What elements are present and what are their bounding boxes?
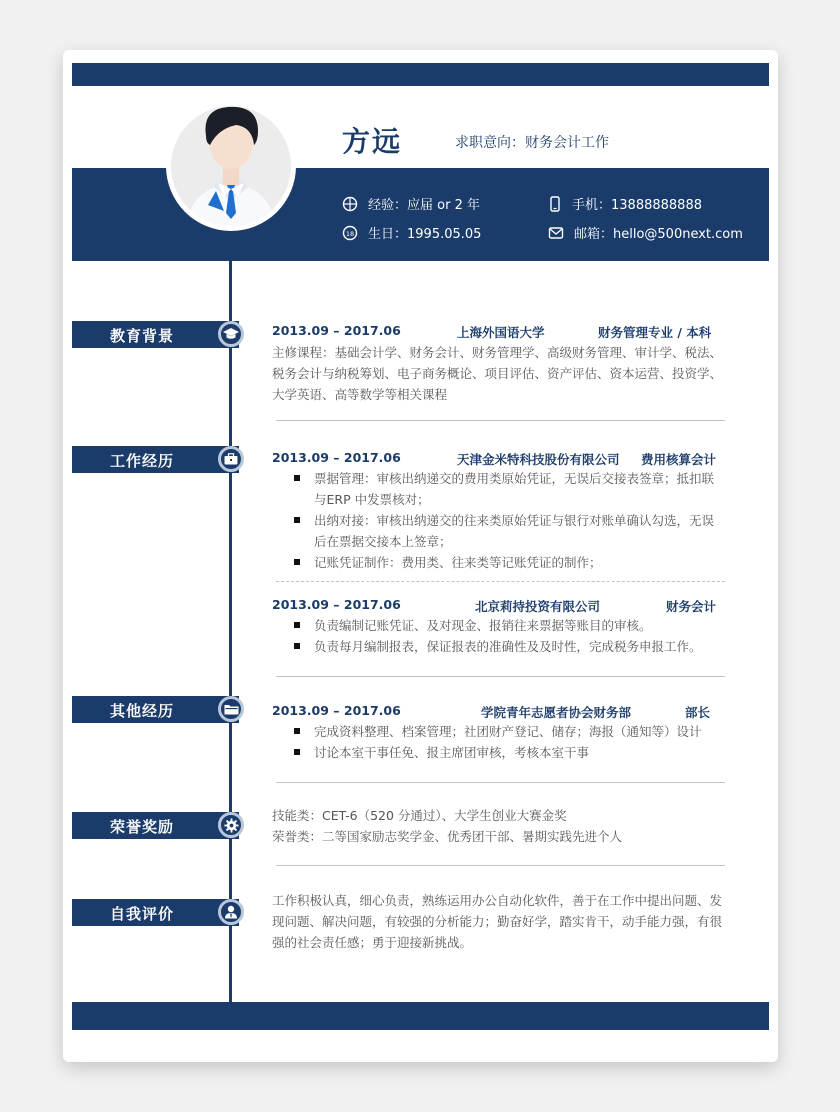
job2-role: 财务会计 bbox=[666, 599, 717, 614]
list-item: 记账凭证制作：费用类、往来类等记账凭证的制作； bbox=[292, 552, 722, 573]
honors-skills: 技能类：CET-6（520 分通过）、大学生创业大赛金奖 bbox=[272, 808, 567, 823]
birthday-text: 生日：1995.05.05 bbox=[368, 227, 482, 242]
email-info bbox=[548, 223, 743, 242]
education-school: 上海外国语大学 bbox=[457, 325, 545, 340]
other-date: 2013.09 – 2017.06 bbox=[272, 703, 401, 718]
section-label-self bbox=[72, 899, 239, 926]
job2-company: 北京莉持投资有限公司 bbox=[475, 599, 601, 614]
honors-awards: 荣誉类：二等国家励志奖学金、优秀团干部、暑期实践先进个人 bbox=[272, 829, 623, 844]
email-text: 邮箱：hello@500next.com bbox=[574, 227, 743, 242]
self-evaluation: 工作积极认真，细心负责，熟练运用办公自动化软件，善于在工作中提出问题、发现问题、解决问题，有较强的分析能力；勤奋好学，踏实肯干，动手能力强，有很强的社会责任感；勇于迎接新挑战。 bbox=[272, 893, 723, 950]
folder-icon bbox=[218, 696, 244, 722]
section-label-education bbox=[72, 321, 239, 348]
briefcase-icon bbox=[218, 446, 244, 472]
other-role: 部长 bbox=[685, 705, 711, 720]
section-title: 工作经历 bbox=[110, 452, 175, 470]
list-item: 负责每月编制报表，保证报表的准确性及及时性，完成税务申报工作。 bbox=[292, 636, 722, 657]
list-item: 完成资料整理、档案管理；社团财产登记、储存；海报（通知等）设计 bbox=[292, 721, 722, 742]
job-intent: 求职意向：财务会计工作 bbox=[455, 135, 609, 151]
candidate-name: 方远 bbox=[342, 125, 403, 158]
education-date: 2013.09 – 2017.06 bbox=[272, 323, 401, 338]
section-label-work bbox=[72, 446, 239, 473]
phone-text: 手机：13888888888 bbox=[572, 198, 702, 213]
phone-info bbox=[548, 194, 702, 213]
section-title: 自我评价 bbox=[110, 905, 175, 923]
phone-icon bbox=[548, 196, 562, 212]
job1-company: 天津金米特科技股份有限公司 bbox=[457, 452, 620, 467]
top-bar bbox=[72, 63, 769, 86]
divider bbox=[276, 865, 725, 866]
gear-icon bbox=[218, 812, 244, 838]
birthday-info bbox=[342, 223, 481, 242]
job1-date: 2013.09 – 2017.06 bbox=[272, 450, 401, 465]
job1-duties bbox=[292, 468, 722, 573]
education-major: 财务管理专业 / 本科 bbox=[598, 325, 712, 340]
graduation-cap-icon bbox=[218, 321, 244, 347]
mail-icon bbox=[548, 225, 564, 241]
section-label-honors bbox=[72, 812, 239, 839]
section-label-other bbox=[72, 696, 239, 723]
section-title: 荣誉奖励 bbox=[110, 818, 175, 836]
divider bbox=[276, 782, 725, 783]
timeline-line bbox=[229, 261, 232, 1002]
experience-info bbox=[342, 194, 480, 213]
divider bbox=[276, 420, 725, 421]
experience-text: 经验：应届 or 2 年 bbox=[368, 198, 480, 213]
dashed-divider bbox=[276, 581, 725, 582]
svg-text:18: 18 bbox=[345, 229, 355, 238]
section-title: 其他经历 bbox=[110, 702, 175, 720]
list-item: 讨论本室干事任免、报主席团审核，考核本室干事 bbox=[292, 742, 722, 763]
other-duties bbox=[292, 721, 722, 763]
education-courses: 主修课程：基础会计学、财务会计、财务管理学、高级财务管理、审计学、税法、税务会计与纳税筹划、电子商务概论、项目评估、资产评估、资本运营、投资学、大学英语、高等数学等相关课程 bbox=[272, 345, 723, 402]
divider bbox=[276, 676, 725, 677]
list-item: 出纳对接：审核出纳递交的往来类原始凭证与银行对账单确认勾选，无误后在票据交接本上签章； bbox=[292, 510, 722, 552]
person-icon bbox=[218, 899, 244, 925]
target-icon bbox=[342, 196, 358, 212]
job2-date: 2013.09 – 2017.06 bbox=[272, 597, 401, 612]
section-title: 教育背景 bbox=[110, 327, 175, 345]
other-org: 学院青年志愿者协会财务部 bbox=[481, 705, 632, 720]
bottom-bar bbox=[72, 1002, 769, 1030]
avatar bbox=[166, 101, 296, 231]
list-item: 负责编制记账凭证、及对现金、报销往来票据等账目的审核。 bbox=[292, 615, 722, 636]
list-item: 票据管理：审核出纳递交的费用类原始凭证，无误后交接表签章；抵扣联与ERP 中发票核对； bbox=[292, 468, 722, 510]
job1-role: 费用核算会计 bbox=[641, 452, 717, 467]
birthday-icon bbox=[342, 225, 358, 241]
job2-duties bbox=[292, 615, 722, 657]
